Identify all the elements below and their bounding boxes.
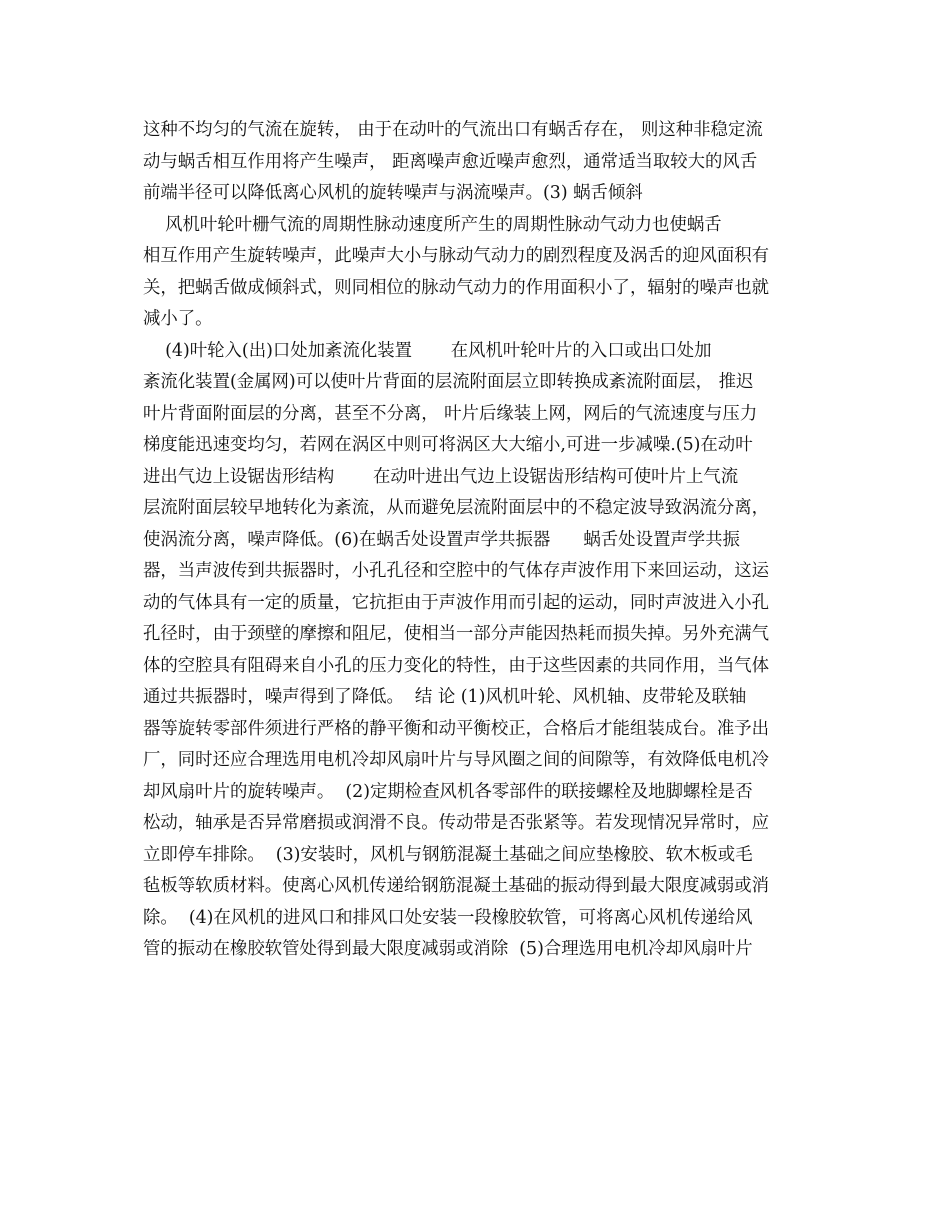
text-line: 通过共振器时，噪声得到了降低。 结 论 (1)风机叶轮、风机轴、皮带轮及联轴 (143, 687, 747, 707)
text-line: 动与蜗舌相互作用将产生噪声， 距离噪声愈近噪声愈烈，通常适当取较大的风舌 (143, 151, 758, 172)
body-text (143, 115, 800, 966)
text-line: 体的空腔具有阻碍来自小孔的压力变化的特性，由于这些因素的共同作用，当气体 (143, 655, 770, 676)
text-line: 紊流化装置(金属网)可以使叶片背面的层流附面层立即转换成紊流附面层， 推迟 (143, 372, 754, 392)
text-line: 器等旋转零部件须进行严格的静平衡和动平衡校正，合格后才能组装成台。准予出 (143, 718, 770, 739)
text-line: 毡板等软质材料。使离心风机传递给钢筋混凝土基础的振动得到最大限度减弱或消 (143, 876, 770, 896)
text-line: 叶片背面附面层的分离，甚至不分离， 叶片后缘装上网，网后的气流速度与压力 (143, 403, 758, 424)
text-line: 相互作用产生旋转噪声，此噪声大小与脉动气动力的剧烈程度及涡舌的迎风面积有 (143, 246, 770, 266)
text-line: 管的振动在橡胶软管处得到最大限度减弱或消除 (5)合理选用电机冷却风扇叶片 (143, 939, 753, 959)
text-line: 风机叶轮叶栅气流的周期性脉动速度所产生的周期性脉动气动力也使蜗舌 (143, 214, 722, 235)
text-line: 厂，同时还应合理选用电机冷却风扇叶片与导风圈之间的间隙等，有效降低电机冷 (143, 750, 770, 770)
text-line: 除。 (4)在风机的进风口和排风口处安装一段橡胶软管，可将离心风机传递给风 (143, 907, 753, 928)
text-line: 却风扇叶片的旋转噪声。 (2)定期检查风机各零部件的联接螺栓及地脚螺栓是否 (143, 781, 753, 802)
text-line: 使涡流分离，噪声降低。(6)在蜗舌处设置声学共振器 蜗舌处设置声学共振 (143, 529, 740, 550)
text-line: 关，把蜗舌做成倾斜式，则同相位的脉动气动力的作用面积小了，辐射的噪声也就 (143, 277, 770, 298)
text-line: 动的气体具有一定的质量，它抗拒由于声波作用而引起的运动，同时声波进入小孔 (143, 592, 770, 613)
text-line: 进出气边上设锯齿形结构 在动叶进出气边上设锯齿形结构可使叶片上气流 (143, 466, 739, 487)
text-line: 器，当声波传到共振器时，小孔孔径和空腔中的气体存声波作用下来回运动，这运 (143, 561, 770, 581)
text-line: 前端半径可以降低离心风机的旋转噪声与涡流噪声。(3) 蜗舌倾斜 (143, 183, 643, 203)
text-line: (4)叶轮入(出)口处加紊流化装置 在风机叶轮叶片的入口或出口处加 (143, 340, 712, 361)
text-line: 梯度能迅速变均匀，若网在涡区中则可将涡区大大缩小,可进一步减噪.(5)在动叶 (143, 435, 753, 455)
text-line: 减小了。 (143, 309, 213, 329)
text-line: 层流附面层较早地转化为紊流，从而避免层流附面层中的不稳定波导致涡流分离， (143, 498, 770, 518)
text-line: 孔径时，由于颈壁的摩擦和阻尼，使相当一部分声能因热耗而损失掉。另外充满气 (143, 624, 770, 644)
text-line: 这种不均匀的气流在旋转， 由于在动叶的气流出口有蜗舌存在， 则这种非稳定流 (143, 120, 763, 140)
text-line: 立即停车排除。 (3)安装时，风机与钢筋混凝土基础之间应垫橡胶、软木板或毛 (143, 844, 753, 865)
text-line: 松动，轴承是否异常磨损或润滑不良。传动带是否张紧等。若发现情况异常时，应 (143, 813, 770, 833)
